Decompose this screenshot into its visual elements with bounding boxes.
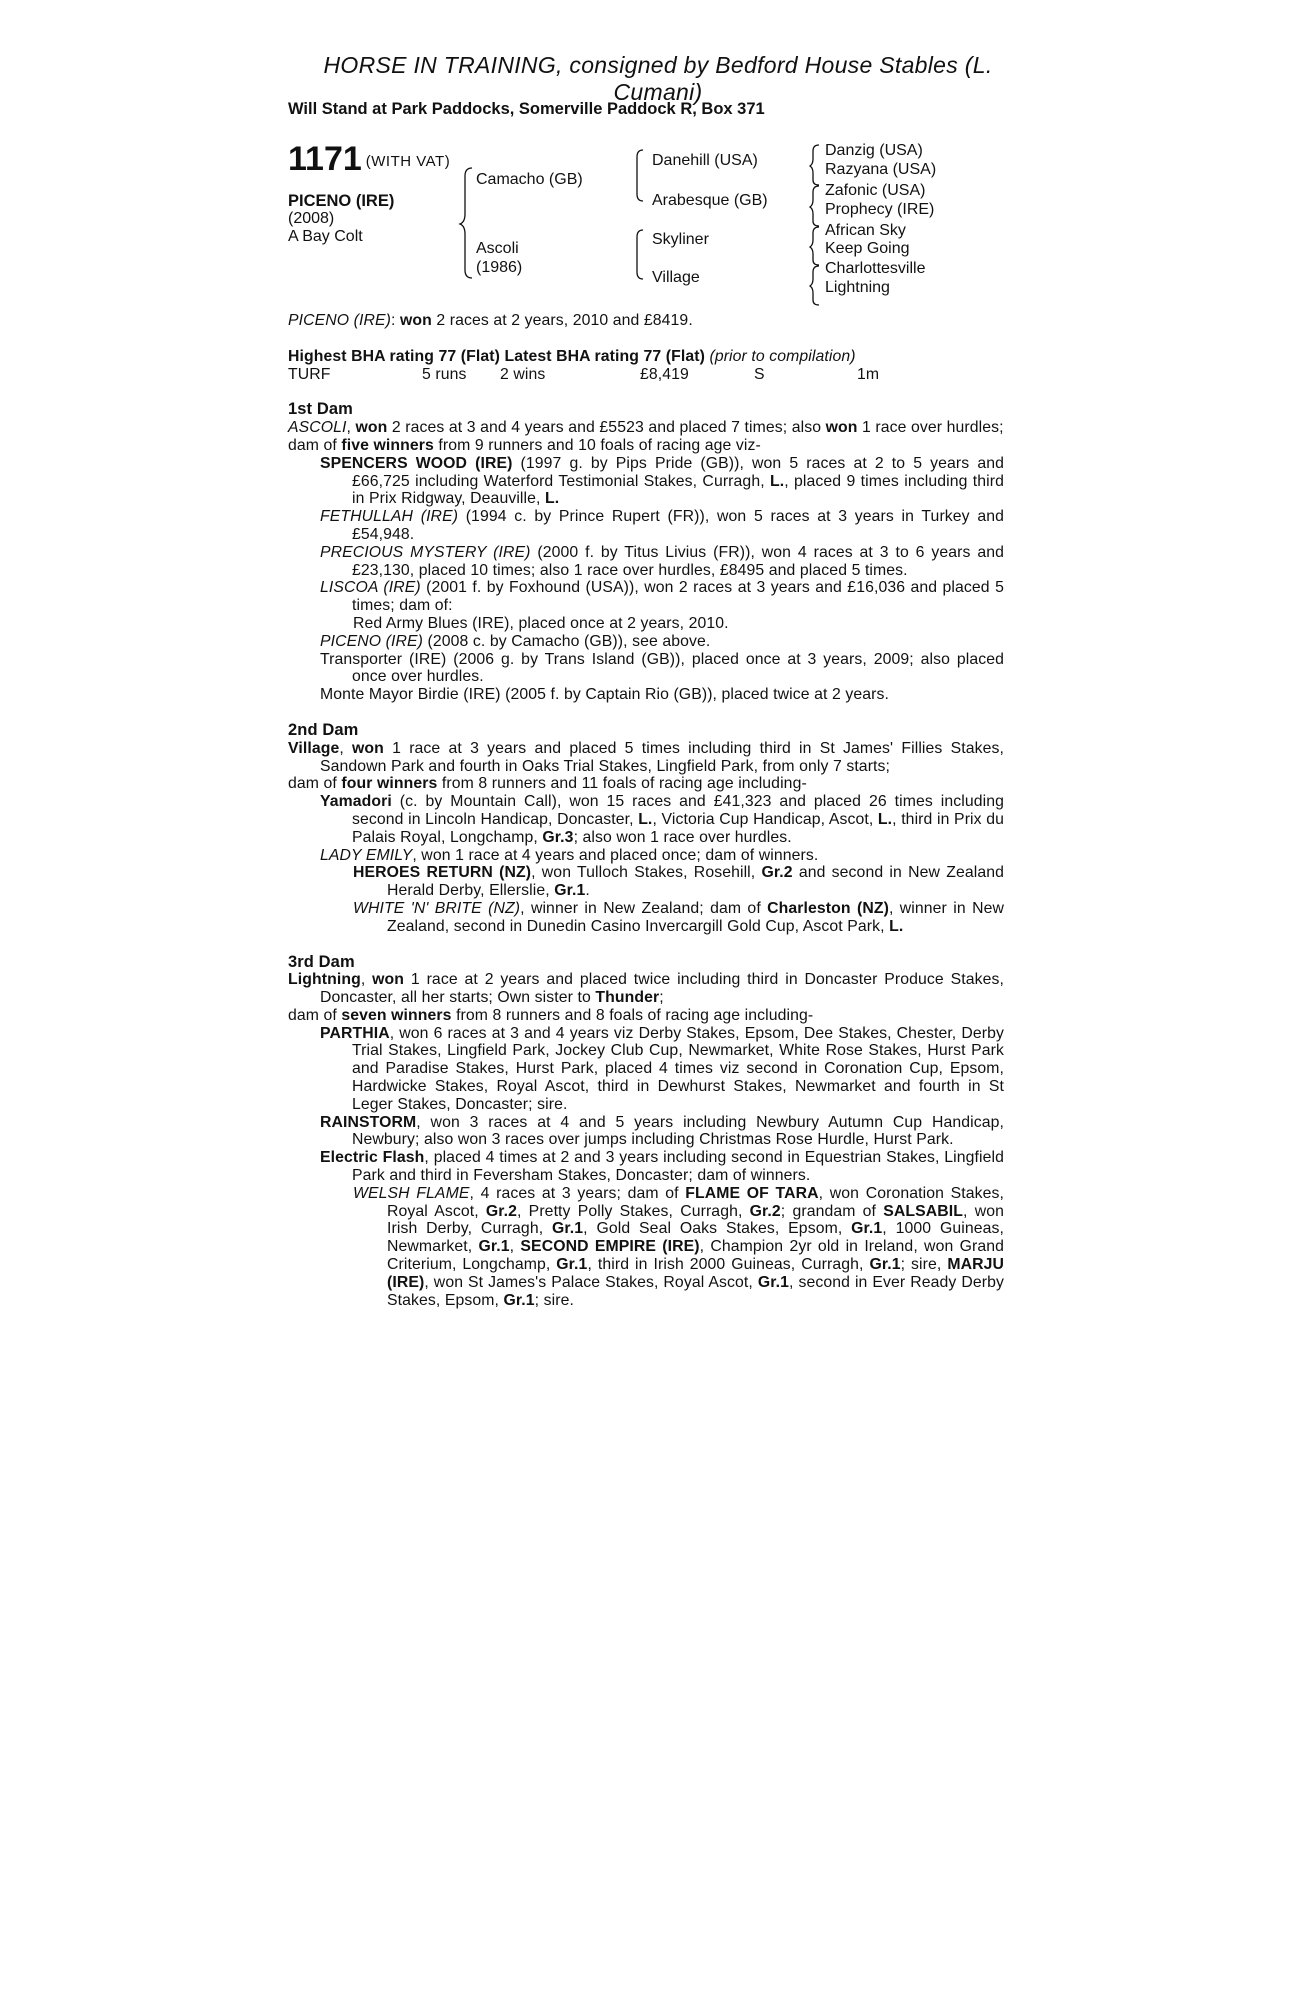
third-dam-record [288, 971, 1004, 1007]
first-dam-produce [288, 437, 1004, 455]
dam3-name: Lightning [288, 971, 361, 989]
pedigree-sire-sire: Danehill (USA) [652, 152, 758, 169]
horse-year: (2008) [288, 210, 335, 227]
consignor-header: HORSE IN TRAINING, consigned by Bedford House Stables (L. Cumani) [323, 52, 993, 105]
piceno-text: (2008 c. by Camacho (GB)), see above. [423, 632, 711, 650]
yamadori-d: ; also won 1 race over hurdles. [573, 828, 792, 846]
electric-text: , placed 4 times at 2 and 3 years including second in Equestrian Stakes, Lingfield Park and third in Feversham Stakes, Doncaster; dam of winners. [352, 1149, 1004, 1185]
summary-horse-name: PICENO (IRE) [288, 312, 392, 329]
electric-name: Electric Flash [320, 1149, 425, 1167]
pedigree-sire-dam: Arabesque (GB) [652, 192, 768, 209]
produce-yamadori [288, 793, 1004, 846]
produce-fethullah [288, 508, 1004, 544]
welsh-k: ; sire, [900, 1256, 948, 1274]
record-prize: £8,419 [640, 365, 689, 383]
welsh-n: ; sire. [534, 1291, 574, 1309]
pedigree-dam: Ascoli [476, 240, 519, 257]
record-distance: 1m [857, 365, 880, 383]
welsh-gr1: Gr.2 [485, 1202, 518, 1220]
welsh-salsabil: SALSABIL [883, 1202, 964, 1220]
welsh-c: , Pretty Polly Stakes, Curragh, [517, 1202, 750, 1220]
catalogue-text [288, 312, 1004, 1309]
spencers-listed2: L. [545, 490, 560, 508]
record-runs: 5 runs [422, 365, 467, 383]
precious-text: (2000 f. by Titus Livius (FR)), won 4 races at 3 to 6 years and £23,130, placed 10 times; also 1 race over hurdles, £8495 and placed 5 times. [352, 543, 1004, 579]
produce-white-n-brite [288, 900, 1004, 936]
pedigree-dam-sire: Skyliner [652, 231, 709, 248]
dam3-end: ; [659, 989, 664, 1007]
dam1-won: won [355, 419, 388, 437]
welsh-gr8: Gr.1 [757, 1273, 789, 1291]
produce-spencers-wood [288, 455, 1004, 508]
produce-transporter: Transporter (IRE) (2006 g. by Trans Island (GB)), placed once at 3 years, 2009; also placed once over hurdles. [320, 650, 1004, 686]
white-name: WHITE 'N' BRITE (NZ) [353, 899, 521, 917]
produce-piceno [288, 633, 1004, 651]
liscoa-text: (2001 f. by Foxhound (USA)), won 2 races at 3 years and £16,036 and placed 5 times; dam of: [352, 579, 1004, 615]
third-dam-produce [288, 1007, 1004, 1025]
dam2-sep: , [339, 739, 353, 757]
welsh-gr6: Gr.1 [556, 1256, 588, 1274]
pedigree-gen3-6: Keep Going [825, 240, 910, 257]
lady-name: LADY EMILY [320, 846, 413, 864]
produce-precious-mystery [288, 544, 1004, 580]
welsh-second: SECOND EMPIRE (IRE) [520, 1238, 700, 1256]
fethullah-text: (1994 c. by Prince Rupert (FR)), won 5 races at 3 years in Turkey and £54,948. [352, 508, 1004, 543]
welsh-marju: MARJU (IRE) [387, 1256, 1004, 1291]
lot-number-value: 1171 [288, 140, 362, 178]
summary-won: won [400, 312, 432, 329]
dam1-name: ASCOLI [288, 419, 347, 437]
yamadori-l2: L. [877, 810, 893, 828]
first-dam-heading: 1st Dam [288, 400, 353, 419]
rating-line [288, 348, 1004, 366]
white-b: Charleston (NZ) [767, 899, 889, 917]
welsh-l: , won St James's Palace Stakes, Royal Ascot, [424, 1273, 758, 1291]
turf-record [288, 366, 1004, 384]
record-going: S [754, 365, 765, 383]
yamadori-a: (c. by Mountain Call), won 15 races and £41,323 and placed 26 times including second in Lincoln Handicap, Doncaster, [352, 793, 1004, 828]
dam3-text: 1 race at 2 years and placed twice including third in Doncaster Produce Stakes, Doncaster, all her starts; Own sister to [320, 971, 1004, 1007]
dam3-produce-c: from 8 runners and 8 foals of racing age including- [451, 1006, 814, 1024]
lady-text: , won 1 race at 4 years and placed once; dam of winners. [412, 846, 819, 864]
dam1-text-b: 1 race over hurdles; [857, 419, 1004, 437]
produce-liscoa [288, 579, 1004, 615]
liscoa-name: LISCOA (IRE) [320, 579, 421, 597]
pedigree-gen3-7: Charlottesville [825, 260, 926, 277]
welsh-gr9: Gr.1 [503, 1291, 535, 1309]
rainstorm-name: RAINSTORM [320, 1113, 417, 1131]
welsh-flame: FLAME OF TARA [685, 1184, 819, 1202]
dam2-produce-b: four winners [341, 775, 438, 793]
parthia-name: PARTHIA [320, 1024, 390, 1042]
produce-electric-flash [288, 1149, 1004, 1185]
fethullah-name: FETHULLAH (IRE) [320, 508, 459, 526]
welsh-gr4: Gr.1 [851, 1220, 883, 1238]
welsh-f: , Gold Seal Oaks Stakes, Epsom, [583, 1220, 852, 1238]
welsh-gr3: Gr.1 [552, 1220, 584, 1238]
produce-monte-mayor-birdie: Monte Mayor Birdie (IRE) (2005 f. by Captain Rio (GB)), placed twice at 2 years. [320, 686, 890, 704]
pedigree-gen3-8: Lightning [825, 279, 890, 296]
heroes-gr1: Gr.2 [761, 864, 793, 882]
heroes-gr2: Gr.1 [554, 882, 586, 900]
horse-description: A Bay Colt [288, 228, 363, 245]
welsh-m: , second in Ever Ready Derby Stakes, Epsom, [387, 1273, 1004, 1309]
vat-note: (WITH VAT) [365, 153, 451, 170]
welsh-g: , 1000 Guineas, Newmarket, [387, 1220, 1004, 1256]
welsh-d: ; grandam of [780, 1202, 884, 1220]
record-wins: 2 wins [500, 365, 546, 383]
dam1-produce-b: five winners [341, 436, 434, 454]
heroes-a: , won Tulloch Stakes, Rosehill, [531, 864, 762, 882]
welsh-b: , won Coronation Stakes, Royal Ascot, [387, 1184, 1004, 1220]
pedigree-dam-dam: Village [652, 269, 700, 286]
yamadori-b: , Victoria Cup Handicap, Ascot, [652, 810, 878, 828]
welsh-j: , third in Irish 2000 Guineas, Curragh, [587, 1256, 870, 1274]
white-a: , winner in New Zealand; dam of [520, 899, 768, 917]
rating-text: Highest BHA rating 77 (Flat) Latest BHA rating 77 (Flat) [288, 347, 705, 365]
welsh-e: , won Irish Derby, Curragh, [387, 1202, 1004, 1238]
spencers-name: SPENCERS WOOD (IRE) [320, 454, 513, 472]
precious-name: PRECIOUS MYSTERY (IRE) [320, 543, 531, 561]
pedigree-gen3-2: Razyana (USA) [825, 161, 937, 178]
dam2-won: won [352, 739, 384, 757]
heroes-b: and second in New Zealand Herald Derby, Ellerslie, [387, 864, 1004, 900]
welsh-gr7: Gr.1 [869, 1256, 901, 1274]
summary-sep: : [391, 312, 400, 329]
pedigree-gen3-3: Zafonic (USA) [825, 182, 926, 199]
second-dam-record [288, 740, 1004, 776]
welsh-h: , [509, 1238, 521, 1256]
dam1-text-a: 2 races at 3 and 4 years and £5523 and placed 7 times; also [387, 419, 826, 437]
dam1-won2: won [825, 419, 858, 437]
stand-location: Will Stand at Park Paddocks, Somerville Paddock R, Box 371 [288, 100, 765, 118]
dam2-produce-a: dam of [288, 775, 342, 793]
yamadori-c: , third in Prix du Palais Royal, Longchamp, [352, 810, 1004, 846]
welsh-gr5: Gr.1 [478, 1238, 510, 1256]
dam1-produce-a: dam of [288, 436, 342, 454]
dam1-produce-c: from 9 runners and 10 foals of racing age viz- [433, 436, 761, 454]
spencers-text2: , placed 9 times including third in Prix Ridgway, Deauville, [352, 472, 1004, 508]
rainstorm-text: , won 3 races at 4 and 5 years including Newbury Autumn Cup Handicap, Newbury; also won 3 races over jumps including Christmas Rose Hurdle, Hurst Park. [352, 1113, 1004, 1149]
dam3-produce-a: dam of [288, 1006, 342, 1024]
dam2-text: 1 race at 3 years and placed 5 times including third in St James' Fillies Stakes, Sandown Park and fourth in Oaks Trial Stakes, Lingfield Park, from only 7 starts; [320, 739, 1005, 775]
pedigree-gen3-5: African Sky [825, 222, 906, 239]
produce-lady-emily [288, 847, 1004, 865]
second-dam-heading: 2nd Dam [288, 720, 359, 739]
pedigree-gen3-4: Prophecy (IRE) [825, 201, 935, 218]
yamadori-name: Yamadori [320, 793, 392, 811]
record-surface: TURF [288, 365, 331, 383]
pedigree-dam-year: (1986) [476, 259, 523, 276]
pedigree-sire: Camacho (GB) [476, 171, 583, 188]
summary-rest: 2 races at 2 years, 2010 and £8419. [431, 312, 693, 329]
yamadori-l1: L. [638, 810, 653, 828]
piceno-name: PICENO (IRE) [320, 632, 424, 650]
pedigree-gen3-1: Danzig (USA) [825, 142, 923, 159]
welsh-gr2: Gr.2 [749, 1202, 781, 1220]
dam3-produce-b: seven winners [341, 1006, 452, 1024]
dam3-sep: , [360, 971, 373, 989]
third-dam-heading: 3rd Dam [288, 952, 355, 971]
white-c: , winner in New Zealand, second in Dunedin Casino Invercargill Gold Cup, Ascot Park, [387, 899, 1004, 935]
yamadori-gr: Gr.3 [542, 828, 574, 846]
parthia-text: , won 6 races at 3 and 4 years viz Derby Stakes, Epsom, Dee Stakes, Chester, Derby Trial Stakes, Lingfield Park, Jockey Club Cup, Newmarket, White Rose Stakes, Hurst Park and Paradise Stakes, Hurst Park, placed 4 times viz second in Coronation Cup, Epsom, Hardwicke Stakes, Royal Ascot, third in Dewhurst Stakes, Newmarket and fourth in St Leger Stakes, Doncaster; sire. [352, 1024, 1004, 1113]
dam2-name: Village [288, 739, 340, 757]
white-l: L. [889, 917, 904, 935]
welsh-i: , Champion 2yr old in Ireland, won Grand Criterium, Longchamp, [387, 1238, 1004, 1274]
dam3-won: won [372, 971, 405, 989]
heroes-c: . [585, 882, 590, 900]
first-dam-record: ASCOLI, won 2 races at 3 and 4 years and £5523 and placed 7 times; also won 1 race over hurdles; [288, 419, 1004, 437]
produce-rainstorm [288, 1114, 1004, 1150]
welsh-name: WELSH FLAME [353, 1184, 470, 1202]
race-summary [288, 312, 1004, 330]
rating-note: (prior to compilation) [709, 347, 856, 365]
spencers-listed: L. [770, 472, 785, 490]
welsh-a: , 4 races at 3 years; dam of [469, 1184, 686, 1202]
dam3-thunder: Thunder [595, 989, 660, 1007]
produce-red-army-blues: Red Army Blues (IRE), placed once at 2 years, 2010. [353, 614, 729, 632]
produce-welsh-flame [288, 1185, 1004, 1310]
spencers-text: (1997 g. by Pips Pride (GB)), won 5 races at 2 to 5 years and £66,725 including Waterford Testimonial Stakes, Curragh, [352, 454, 1004, 490]
heroes-name: HEROES RETURN (NZ) [353, 864, 532, 882]
horse-name: PICENO (IRE) [288, 192, 395, 210]
dam2-produce-c: from 8 runners and 11 foals of racing age including- [437, 775, 807, 793]
produce-heroes-return [288, 864, 1004, 900]
second-dam-produce [288, 775, 1004, 793]
produce-parthia [288, 1025, 1004, 1114]
